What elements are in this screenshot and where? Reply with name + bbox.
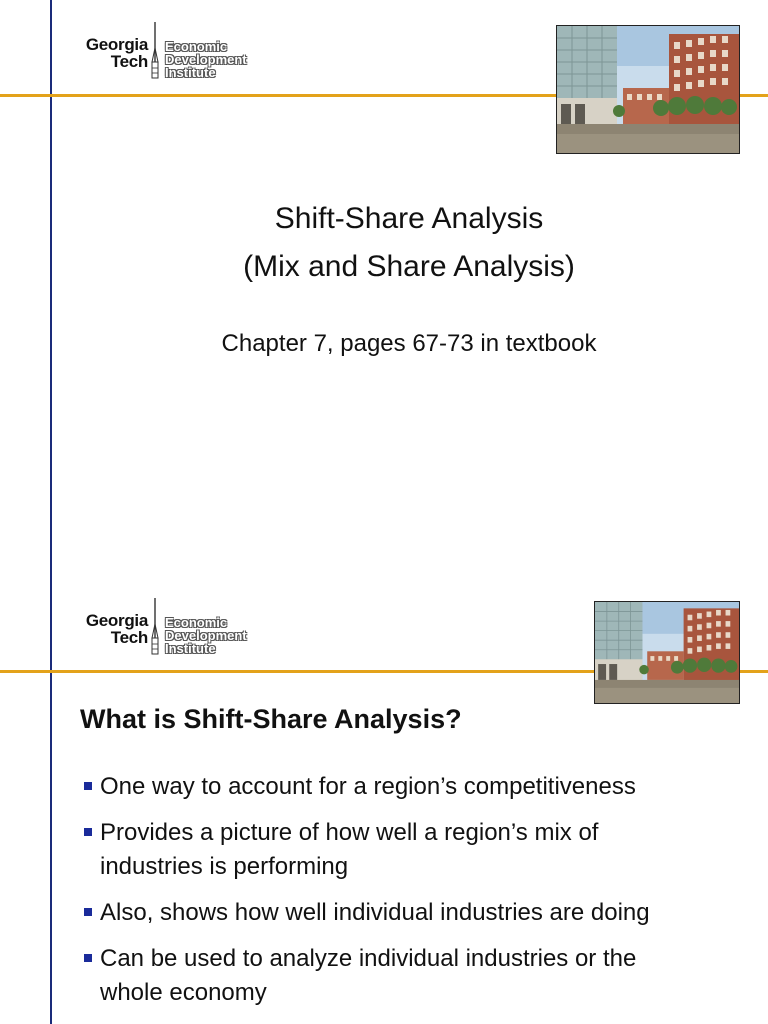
title-line-1: Shift-Share Analysis <box>274 202 544 235</box>
title-line-2: (Mix and Share Analysis) <box>243 250 575 283</box>
logo-line-tech: Tech <box>110 52 148 71</box>
slide-2 <box>0 576 768 1024</box>
slide-heading: What is Shift-Share Analysis? <box>80 704 462 734</box>
logo-line-georgia: Georgia <box>85 35 148 54</box>
bullet-list <box>84 770 664 1022</box>
logo-institute-text <box>165 40 247 79</box>
logo-inst-line: Development <box>165 52 247 67</box>
logo-institute-text <box>165 616 247 655</box>
campus-building-image <box>595 602 739 703</box>
bullet-square-icon <box>84 782 92 790</box>
bullet-text: One way to account for a region’s competitiveness <box>100 773 636 800</box>
logo-wordmark <box>64 612 148 646</box>
logo-wordmark <box>64 36 148 70</box>
bullet-text: Provides a picture of how well a region’s mix of industries is performing <box>100 819 599 880</box>
logo-inst-line: Economic <box>165 615 228 630</box>
campus-photo <box>556 25 740 154</box>
bullet-item <box>84 816 664 884</box>
logo-inst-line: Institute <box>165 641 216 656</box>
bullet-square-icon <box>84 828 92 836</box>
logo-line-tech: Tech <box>110 628 148 647</box>
margin-line <box>50 576 52 1024</box>
slide-subtitle: Chapter 7, pages 67-73 in textbook <box>221 330 597 357</box>
bullet-text: Can be used to analyze individual industries or the whole economy <box>100 945 637 1006</box>
bullet-item <box>84 942 664 1010</box>
bullet-item <box>84 896 664 930</box>
logo-line-georgia: Georgia <box>85 611 148 630</box>
georgia-tech-logo <box>64 598 284 660</box>
campus-building-image <box>557 26 739 153</box>
slide-title <box>50 195 768 291</box>
spire-icon <box>150 22 160 80</box>
logo-inst-line: Institute <box>165 65 216 80</box>
bullet-square-icon <box>84 908 92 916</box>
logo-inst-line: Development <box>165 628 247 643</box>
spire-icon <box>150 598 160 656</box>
bullet-text: Also, shows how well individual industries are doing <box>100 899 650 926</box>
bullet-item <box>84 770 664 804</box>
campus-photo <box>594 601 740 704</box>
bullet-square-icon <box>84 954 92 962</box>
georgia-tech-logo <box>64 22 284 84</box>
logo-inst-line: Economic <box>165 39 228 54</box>
